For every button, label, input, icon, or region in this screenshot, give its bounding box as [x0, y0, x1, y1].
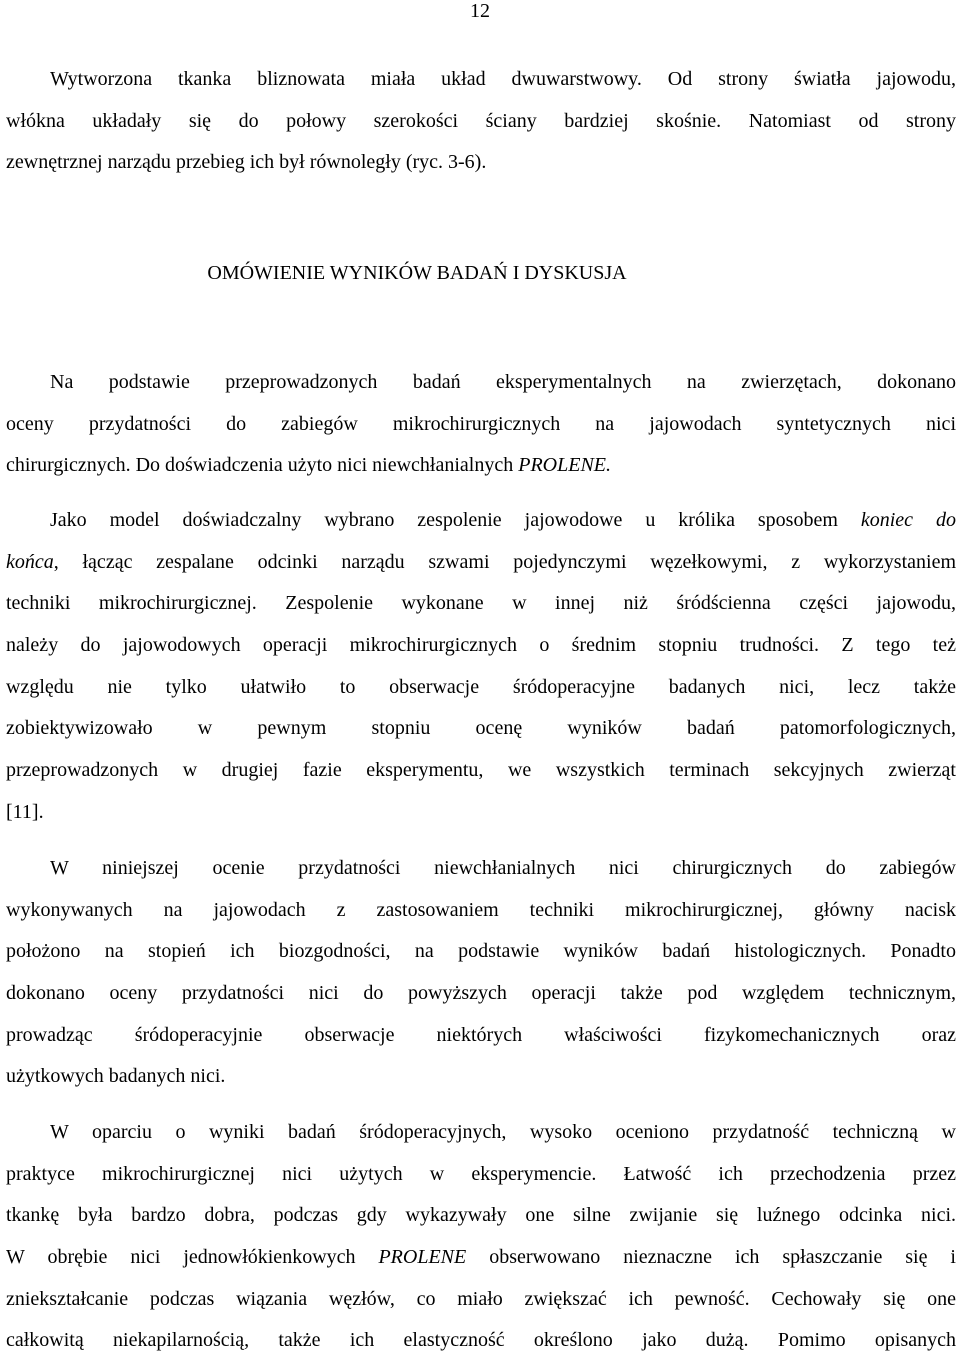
- paragraph-line: należy do jajowodowych operacji mikrochirurgicznych o średnim stopniu trudności. Z tego też: [6, 634, 956, 657]
- paragraph-line: [6, 542, 956, 584]
- paragraph-line: wykonywanych na jajowodach z zastosowaniem techniki mikrochirurgicznej, główny nacisk: [6, 898, 956, 921]
- paragraph-line: prowadząc śródoperacyjnie obserwacje niektórych właściwości fizykomechanicznych oraz: [6, 1023, 956, 1046]
- section-heading: OMÓWIENIE WYNIKÓW BADAŃ I DYSKUSJA: [207, 262, 627, 284]
- text-run: obserwowano nieznaczne ich spłaszczanie się i: [466, 1246, 956, 1269]
- paragraph-line: [6, 500, 956, 542]
- paragraph-line: oceny przydatności do zabiegów mikrochirurgicznych na jajowodach syntetycznych nici: [6, 412, 956, 435]
- paragraph-line: praktyce mikrochirurgicznej nici użytych w eksperymencie. Łatwość ich przechodzenia przez: [6, 1162, 956, 1185]
- paragraph-line: Na podstawie przeprowadzonych badań eksperymentalnych na zwierzętach, dokonano: [50, 371, 956, 393]
- paragraph-line: całkowitą niekapilarnością, także ich elastyczność określono jako dużą. Pomimo opisanych: [6, 1329, 956, 1352]
- paragraph-4: [6, 848, 956, 1098]
- paragraph-line: Wytworzona tkanka bliznowata miała układ dwuwarstwowy. Od strony światła jajowodu,: [50, 68, 956, 90]
- paragraph-line: W niniejszej ocenie przydatności niewchłanialnych nici chirurgicznych do zabiegów: [50, 857, 956, 879]
- paragraph-line: względu nie tylko ułatwiło to obserwacje śródoperacyjne badanych nici, lecz także: [6, 675, 956, 698]
- paragraph-1: [6, 59, 956, 184]
- italic-term: PROLENE: [378, 1246, 467, 1269]
- paragraph-line: W oparciu o wyniki badań śródoperacyjnych, wysoko oceniono przydatność techniczną w: [50, 1121, 956, 1143]
- paragraph-line: [6, 445, 956, 487]
- paragraph-line: położono na stopień ich biozgodności, na podstawie wyników badań histologicznych. Ponadto: [6, 940, 956, 963]
- italic-term: PROLENE.: [518, 454, 612, 477]
- paragraph-line: włókna układały się do połowy szerokości ściany bardziej skośnie. Natomiast od strony: [6, 109, 956, 132]
- page-number: 12: [470, 0, 490, 22]
- paragraph-line: techniki mikrochirurgicznej. Zespolenie wykonane w innej niż śródścienna części jajowodu,: [6, 592, 956, 615]
- paragraph-line: [11].: [6, 800, 44, 823]
- paragraph-line: zniekształcanie podczas wiązania węzłów, co miało zwiększać ich pewność. Cechowały się one: [6, 1287, 956, 1310]
- paragraph-line: tkankę była bardzo dobra, podczas gdy wykazywały one silne zwijanie się luźnego odcinka nici.: [6, 1204, 956, 1227]
- paragraph-5: [6, 1112, 956, 1362]
- paragraph-2: [6, 362, 956, 487]
- paragraph-3: [6, 500, 956, 834]
- paragraph-line: [6, 1237, 956, 1279]
- paragraph-line: dokonano oceny przydatności nici do powyższych operacji także pod względem technicznym,: [6, 982, 956, 1005]
- text-run: chirurgicznych. Do doświadczenia użyto nici niewchłanialnych: [6, 454, 519, 477]
- italic-term: końca: [6, 550, 54, 573]
- paragraph-line: zobiektywizowało w pewnym stopniu ocenę wyników badań patomorfologicznych,: [6, 717, 956, 740]
- italic-term: koniec do: [860, 509, 956, 531]
- paragraph-line: użytkowych badanych nici.: [6, 1065, 226, 1088]
- paragraph-line: zewnętrznej narządu przebieg ich był równoległy (ryc. 3-6).: [6, 151, 487, 174]
- paragraph-line: przeprowadzonych w drugiej fazie eksperymentu, we wszystkich terminach sekcyjnych zwierząt: [6, 759, 956, 782]
- text-run: , łącząc zespalane odcinki narządu szwami pojedynczymi węzełkowymi, z wykorzystaniem: [53, 550, 956, 573]
- text-run: W obrębie nici jednowłókienkowych: [6, 1246, 379, 1269]
- text-run: Jako model doświadczalny wybrano zespolenie jajowodowe u królika sposobem: [50, 509, 861, 531]
